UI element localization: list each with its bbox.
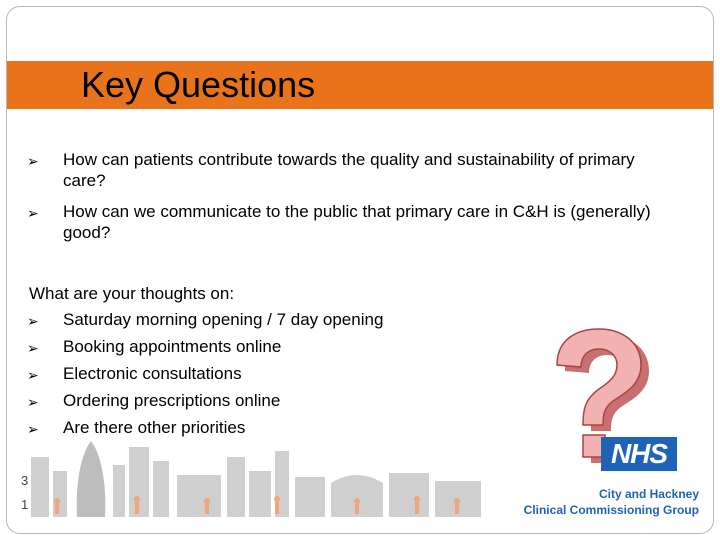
bullet-arrow-icon: ➢ (27, 153, 39, 169)
question-bullet-1 (63, 149, 693, 191)
question-bullet-2 (63, 201, 693, 243)
nhs-logo: NHS (601, 437, 677, 471)
question-bullet-1-line2: care? (63, 171, 106, 190)
page-number-line2: 1 (21, 497, 29, 512)
city-skyline-illustration (17, 437, 487, 517)
question-bullet-1-line1: How can patients contribute towards the quality and sustainability of primary (63, 150, 635, 169)
bullet-arrow-icon: ➢ (27, 421, 39, 437)
bullet-arrow-icon: ➢ (27, 205, 39, 221)
ccg-name-line2: Clinical Commissioning Group (523, 503, 699, 517)
bullet-arrow-icon: ➢ (27, 340, 39, 356)
thoughts-subheading: What are your thoughts on: (29, 284, 235, 303)
thought-bullet-1: Saturday morning opening / 7 day opening (63, 310, 384, 329)
slide (6, 6, 714, 534)
bullet-arrow-icon: ➢ (27, 367, 39, 383)
thought-bullet-3: Electronic consultations (63, 364, 242, 383)
thought-bullet-4: Ordering prescriptions online (63, 391, 281, 410)
thought-bullet-5: Are there other priorities (63, 418, 246, 437)
question-bullet-2-line2: good? (63, 223, 111, 242)
title-bar (7, 61, 713, 109)
ccg-name-line1: City and Hackney (598, 487, 699, 501)
bullet-arrow-icon: ➢ (27, 394, 39, 410)
page-number-line1: 3 (21, 473, 29, 488)
thought-bullet-2: Booking appointments online (63, 337, 282, 356)
slide-title: Key Questions (81, 64, 316, 105)
bullet-arrow-icon: ➢ (27, 313, 39, 329)
question-bullet-2-line1: How can we communicate to the public that primary care in C&H is (generally) (63, 202, 651, 221)
